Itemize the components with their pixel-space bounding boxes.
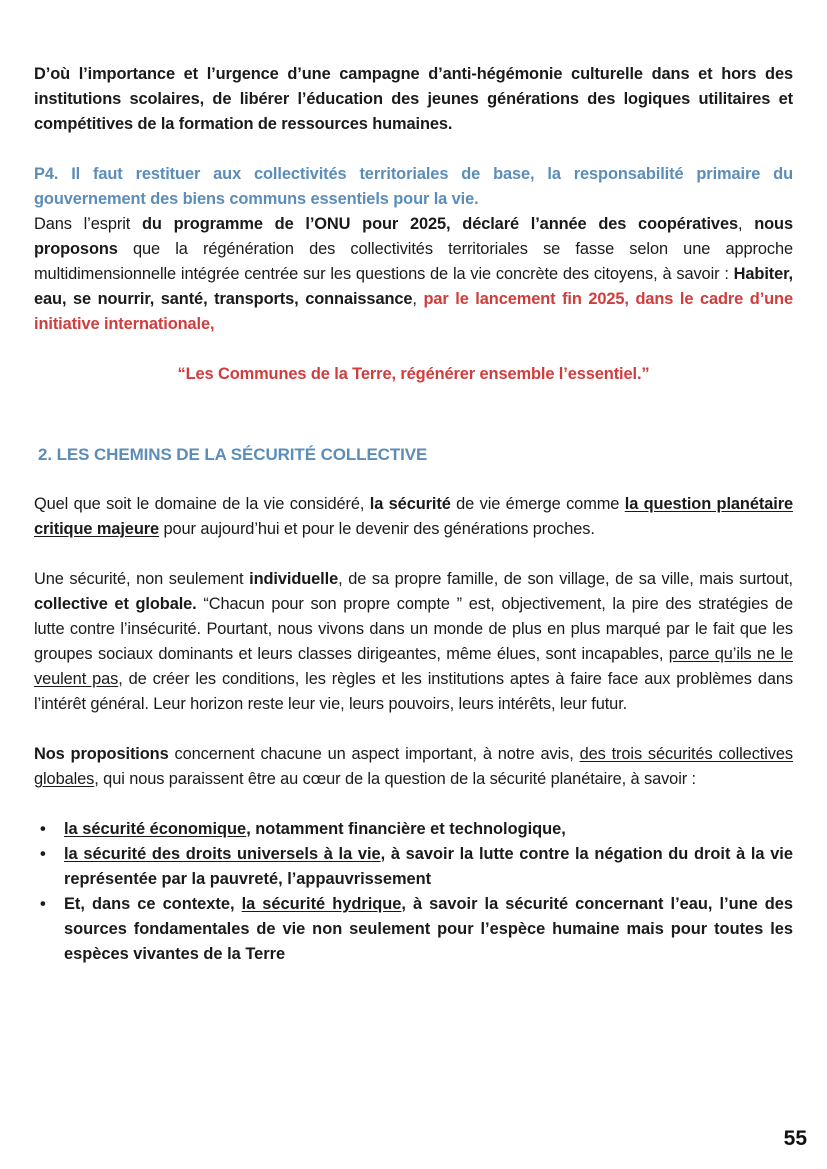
para2-underline: parce qu’ils ne le veulent pas — [34, 645, 793, 688]
paragraph-1 — [34, 492, 793, 542]
para2-text-4: , de créer les conditions, les règles et les institutions aptes à faire face aux problèmes dans l’intérêt général. Leur horizon reste leur vie, leurs pouvoirs, leurs intérêts, leur futur. — [34, 670, 793, 713]
para3-underline: des trois sécurités collectives globales — [34, 745, 793, 788]
paragraph-2 — [34, 567, 793, 717]
list-item — [34, 842, 793, 892]
bullet-icon: • — [40, 820, 46, 838]
para2-text-3: “Chacun pour son propre compte ” est, objectivement, la pire des stratégies de lutte contre l’insécurité. Pourtant, nous vivons dans un monde de plus en plus marqué par le fait que les groupes sociaux dominants et leurs classes dirigeantes, même élues, sont incapables, — [34, 595, 793, 663]
bullet-icon: • — [40, 845, 46, 863]
list-item — [34, 892, 793, 967]
para3-bold-1: Nos propositions — [34, 745, 169, 763]
para3-text-2: , qui nous paraissent être au cœur de la question de la sécurité planétaire, à savoir : — [94, 770, 697, 788]
list-item-underline: la sécurité hydrique — [241, 895, 402, 913]
para2-text-2: , de sa propre famille, de son village, de sa ville, mais surtout, — [338, 570, 794, 588]
spacer — [34, 542, 793, 567]
bullet-icon: • — [40, 895, 46, 913]
spacer — [34, 137, 793, 162]
spacer — [34, 717, 793, 742]
para3-text-1: concernent chacune un aspect important, à notre avis, — [168, 745, 580, 763]
security-list — [34, 817, 793, 967]
para1-bold-underline: la question planétaire critique majeure — [34, 495, 793, 538]
spacer — [34, 467, 793, 492]
paragraph-3 — [34, 742, 793, 792]
list-item — [34, 817, 793, 842]
p4-heading: P4. Il faut restituer aux collectivités territoriales de base, la responsabilité primaire du gouvernement des biens communs essentiels pour la vie. — [34, 165, 793, 208]
section-title: 2. LES CHEMINS DE LA SÉCURITÉ COLLECTIVE — [38, 445, 428, 464]
p4-paragraph — [34, 212, 793, 337]
p4-red-text: par le lancement fin 2025, dans le cadre d’une initiative internationale, — [34, 290, 793, 333]
page-number: 55 — [783, 1127, 807, 1150]
p4-bold-2: nous proposons — [34, 215, 793, 258]
p4-text-1: Dans l’esprit — [34, 215, 142, 233]
list-item-text: , à savoir la sécurité concernant l’eau, l’une des sources fondamentales de vie non seulement pour l’espèce humaine mais pour toutes les espèces vivantes de la Terre — [64, 895, 794, 963]
list-item-prefix: Et, dans ce contexte, — [64, 895, 242, 913]
p4-text-3: que la régénération des collectivités territoriales se fasse selon une approche multidimensionnelle intégrée centrée sur les questions de la vie concrète des citoyens, à savoir : — [34, 240, 793, 283]
list-item-text: , notamment financière et technologique, — [246, 820, 566, 838]
p4-bold-3: Habiter, eau, se nourrir, santé, transports, connaissance — [34, 265, 793, 308]
spacer — [34, 387, 793, 442]
spacer — [34, 337, 793, 362]
p4-text-4: , — [412, 290, 424, 308]
p4-text-2: , — [737, 215, 755, 233]
intro-paragraph: D’où l’importance et l’urgence d’une campagne d’anti-hégémonie culturelle dans et hors des institutions scolaires, de libérer l’éducation des jeunes générations des logiques utilitaires et compétitives de la formation de ressources humaines. — [34, 65, 793, 133]
para2-text-1: Une sécurité, non seulement — [34, 570, 250, 588]
para2-bold-2: collective et globale. — [34, 595, 197, 613]
list-item-text: , à savoir la lutte contre la négation du droit à la vie représentée par la pauvreté, l’appauvrissement — [64, 845, 793, 888]
list-item-underline: la sécurité des droits universels à la vie — [64, 845, 381, 863]
document-page — [34, 62, 793, 967]
spacer — [34, 792, 793, 817]
para1-bold-1: la sécurité — [369, 495, 451, 513]
list-item-underline: la sécurité économique — [64, 820, 247, 838]
para1-text-2: de vie émerge comme — [450, 495, 625, 513]
para2-bold-1: individuelle — [249, 570, 339, 588]
p4-bold-1: du programme de l’ONU pour 2025, déclaré l’année des coopératives — [142, 215, 738, 233]
initiative-quote: “Les Communes de la Terre, régénérer ensemble l’essentiel.” — [177, 365, 650, 383]
para1-text-3: pour aujourd’hui et pour le devenir des générations proches. — [159, 520, 595, 538]
para1-text-1: Quel que soit le domaine de la vie considéré, — [34, 495, 370, 513]
